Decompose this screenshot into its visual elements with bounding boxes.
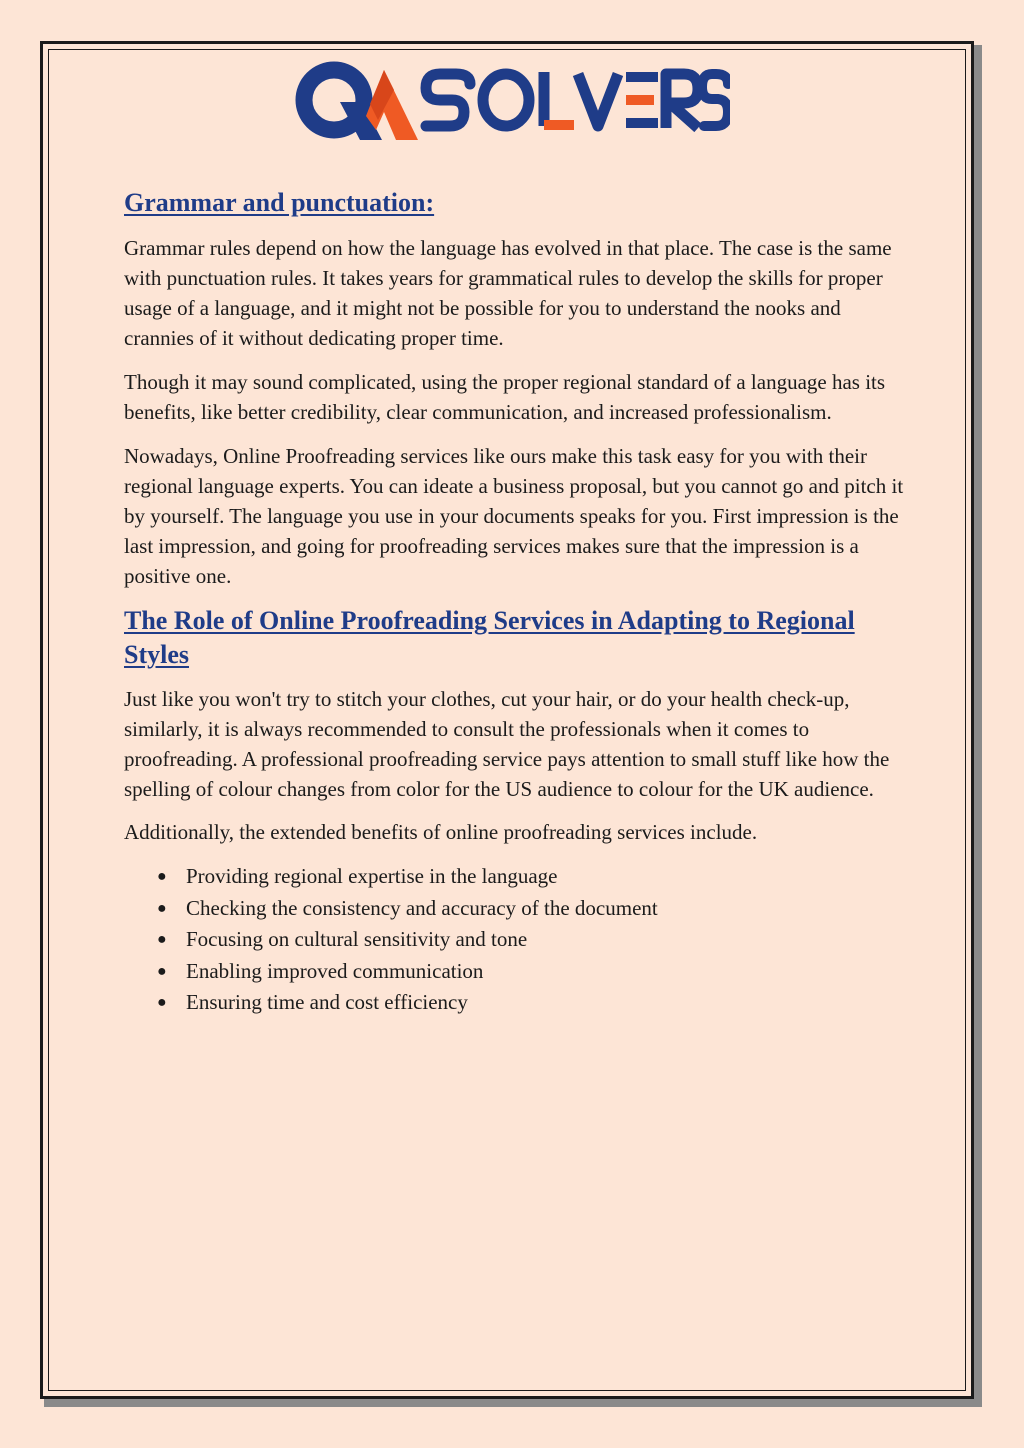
bullet-icon: ● xyxy=(157,962,167,980)
list-item-text: Providing regional expertise in the language xyxy=(186,864,558,888)
logo-letter-e-mid xyxy=(626,95,654,105)
paragraph: Additionally, the extended benefits of online proofreading services include. xyxy=(124,820,758,844)
bullet-icon: ● xyxy=(157,899,167,917)
logo-letter-s xyxy=(426,74,470,126)
bullet-icon: ● xyxy=(157,931,167,949)
section-heading-role: The Role of Online Proofreading Services in Adapting to Regional Styles xyxy=(124,606,855,669)
benefits-list xyxy=(124,861,904,1019)
document-body xyxy=(124,186,904,1019)
paragraph: Just like you won't try to stitch your clothes, cut your hair, or do your health check-up, similarly, it is always recommended to consult the professionals when it comes to proofreading. A professional proofreading service pays attention to small stuff like how the spelling of colour changes from color for the US audience to colour for the UK audience. xyxy=(124,687,890,801)
list-item-text: Ensuring time and cost efficiency xyxy=(186,990,468,1015)
list-item xyxy=(124,861,904,893)
list-item xyxy=(124,924,904,956)
paragraph: Nowadays, Online Proofreading services like ours make this task easy for you with their regional language experts. You can ideate a business proposal, but you cannot go and pitch it by yourself. The language you use in your documents speaks for you. First impression is the last impression, and going for proofreading services makes sure that the impression is a positive one. xyxy=(124,444,904,588)
list-item-text: Focusing on cultural sensitivity and tone xyxy=(186,927,528,952)
list-item xyxy=(124,893,904,925)
paragraph: Though it may sound complicated, using the proper regional standard of a language has its benefits, like better credibility, clear communication, and increased professionalism. xyxy=(124,370,886,424)
logo-letter-e-top xyxy=(626,72,658,82)
list-item xyxy=(124,956,904,988)
logo-letter-l-base xyxy=(544,120,574,130)
list-item xyxy=(124,987,904,1019)
logo-letter-r xyxy=(666,74,698,128)
bullet-icon: ● xyxy=(157,994,167,1012)
qa-solvers-logo xyxy=(294,60,730,146)
list-item-text: Checking the consistency and accuracy of the document xyxy=(186,895,658,920)
logo-letter-o xyxy=(483,74,529,126)
logo-letter-e-bottom xyxy=(626,118,658,128)
logo-letter-v xyxy=(578,74,618,126)
list-item-text: Enabling improved communication xyxy=(186,958,484,983)
logo-letter-s2 xyxy=(702,74,728,126)
paragraph: Grammar rules depend on how the language has evolved in that place. The case is the same with punctuation rules. It takes years for grammatical rules to develop the skills for proper usage of a language, and it might not be possible for you to understand the nooks and crannies of it without dedicating proper time. xyxy=(124,236,892,350)
bullet-icon: ● xyxy=(157,868,167,885)
section-heading-grammar: Grammar and punctuation: xyxy=(124,188,435,217)
